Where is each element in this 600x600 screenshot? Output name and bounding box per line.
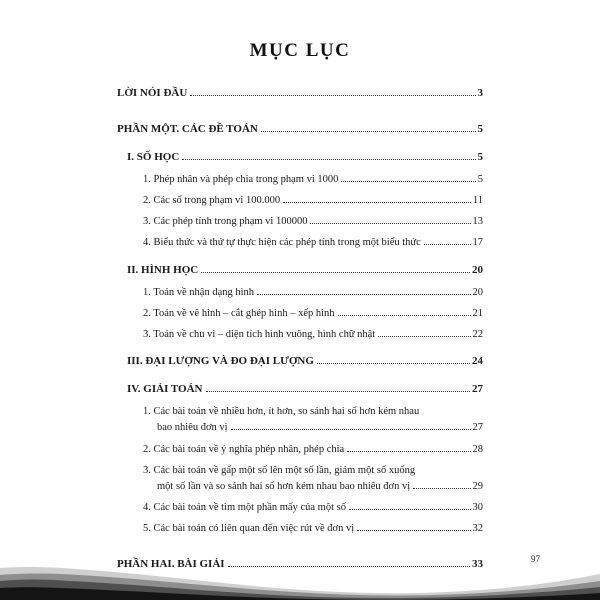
toc-entry-label: 1. Toán về nhận dạng hình	[143, 286, 255, 298]
toc-entry-page: 5	[477, 173, 483, 185]
toc-entry-label: 1. Phép nhân và phép chia trong phạm vi 1000	[143, 173, 339, 185]
toc-entry-page: 32	[472, 523, 483, 535]
toc-entry-page: 5	[477, 150, 483, 163]
table-of-contents	[117, 86, 483, 573]
toc-leader-dots	[257, 294, 470, 295]
toc-entry-page: 33	[472, 557, 483, 570]
toc-entry-page: 24	[472, 355, 483, 368]
toc-entry-page: 11	[472, 195, 483, 207]
toc-leader-dots	[261, 131, 476, 132]
toc-leader-dots	[378, 336, 470, 337]
toc-entry[interactable]	[117, 86, 483, 102]
page-title: MỤC LỤC	[249, 40, 351, 61]
toc-entry[interactable]	[117, 285, 483, 300]
toc-entry[interactable]	[117, 150, 483, 166]
toc-entry-label: 1. Các bài toán về nhiều hơn, ít hơn, so sánh hai số hơn kém nhau	[143, 406, 420, 418]
toc-entry-page: 30	[472, 502, 483, 514]
toc-entry-label: PHẦN MỘT. CÁC ĐỀ TOÁN	[117, 122, 258, 135]
toc-entry-page: 5	[477, 122, 483, 135]
toc-entry-page: 13	[472, 216, 483, 228]
toc-entry-label: 3. Toán về chu vi – diện tích hình vuông, hình chữ nhật	[143, 329, 376, 341]
toc-entry-page: 20	[472, 286, 483, 298]
toc-entry-page: 21	[472, 307, 483, 319]
toc-entry[interactable]	[117, 442, 483, 457]
toc-entry-label: LỜI NÓI ĐẦU	[117, 87, 188, 99]
toc-leader-dots	[310, 223, 470, 224]
toc-entry[interactable]	[117, 354, 483, 370]
toc-entry-page: 22	[472, 329, 483, 341]
toc-entry[interactable]	[117, 214, 483, 229]
toc-entry-page: 29	[472, 481, 483, 493]
toc-entry-page: 27	[472, 383, 483, 396]
toc-leader-dots	[357, 530, 470, 531]
toc-entry-label: II. HÌNH HỌC	[127, 263, 199, 276]
toc-entry-page: 3	[477, 87, 483, 99]
toc-leader-dots	[424, 244, 471, 245]
toc-entry-label: 2. Các số trong phạm vi 100.000	[143, 195, 281, 207]
toc-entry[interactable]	[117, 172, 483, 187]
toc-entry[interactable]	[117, 500, 483, 515]
toc-leader-dots	[413, 488, 470, 489]
toc-entry[interactable]	[117, 479, 483, 494]
toc-leader-dots	[338, 315, 471, 316]
toc-entry[interactable]	[117, 193, 483, 208]
toc-entry-page: 27	[472, 422, 483, 434]
swoosh-icon	[0, 534, 600, 600]
toc-entry[interactable]	[117, 122, 483, 138]
toc-entry-label: 2. Toán về vẽ hình – cắt ghép hình – xếp hình	[143, 307, 335, 319]
toc-entry-label: 5. Các bài toán có liên quan đến việc rút về đơn vị	[143, 523, 355, 535]
toc-entry-label: I. SỐ HỌC	[127, 150, 180, 163]
toc-entry-page: 28	[472, 443, 483, 455]
toc-entry[interactable]	[117, 463, 483, 478]
toc-entry-label: III. ĐẠI LƯỢNG VÀ ĐO ĐẠI LƯỢNG	[127, 355, 314, 368]
toc-entry-label: một số lần và so sánh hai số hơn kém nhau bao nhiêu đơn vị	[157, 481, 411, 493]
toc-entry-page: 17	[472, 237, 483, 249]
toc-leader-dots	[190, 95, 475, 96]
toc-leader-dots	[349, 509, 471, 510]
toc-entry[interactable]	[117, 263, 483, 279]
page-number: 97	[531, 554, 540, 564]
toc-entry-label: 3. Các phép tính trong phạm vi 100000	[143, 216, 308, 228]
toc-entry-label: PHẦN HAI. BÀI GIẢI	[117, 557, 225, 570]
toc-entry[interactable]	[117, 404, 483, 419]
toc-leader-dots	[182, 159, 475, 160]
toc-leader-dots	[201, 272, 470, 273]
toc-entry[interactable]	[117, 420, 483, 435]
toc-entry-label: 2. Các bài toán về ý nghĩa phép nhân, phép chia	[143, 443, 345, 455]
toc-entry-page: 20	[472, 263, 483, 276]
toc-entry[interactable]	[117, 306, 483, 321]
decorative-swoosh	[0, 534, 600, 600]
toc-leader-dots	[347, 451, 470, 452]
toc-leader-dots	[341, 181, 475, 182]
toc-entry[interactable]	[117, 382, 483, 398]
toc-leader-dots	[283, 202, 471, 203]
toc-entry-label: 3. Các bài toán về gấp một số lên một số lần, giảm một số xuống	[143, 464, 416, 476]
toc-entry-label: IV. GIẢI TOÁN	[127, 383, 203, 396]
toc-entry-label: 4. Biểu thức và thứ tự thực hiện các phép tính trong một biểu thức	[143, 237, 421, 249]
toc-entry[interactable]	[117, 327, 483, 342]
toc-leader-dots	[206, 391, 470, 392]
toc-entry-label: bao nhiêu đơn vị	[157, 422, 228, 434]
toc-entry-label: 4. Các bài toán về tìm một phần mấy của một số	[143, 502, 346, 514]
toc-entry[interactable]	[117, 235, 483, 250]
toc-leader-dots	[231, 429, 471, 430]
toc-leader-dots	[317, 363, 470, 364]
